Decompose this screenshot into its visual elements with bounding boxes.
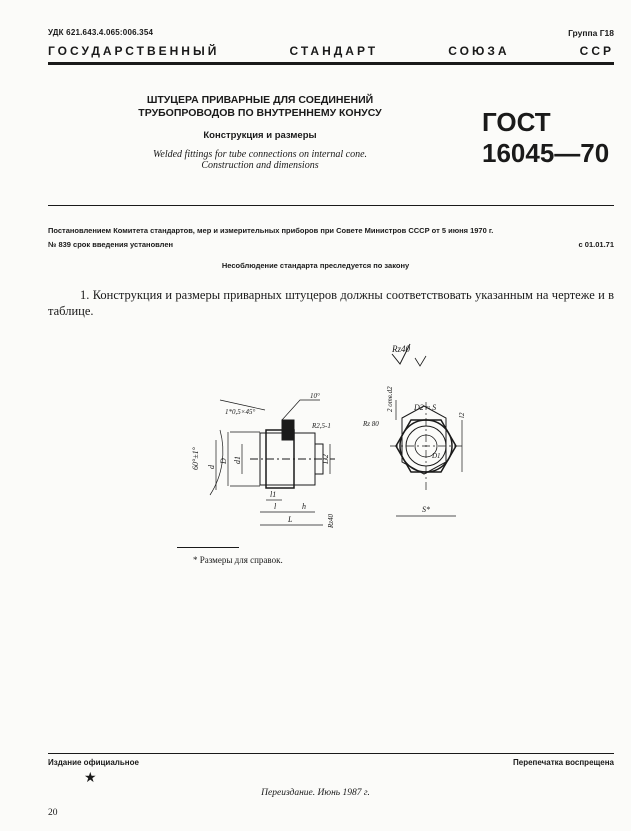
label-L: L bbox=[288, 515, 293, 524]
separator-rule bbox=[48, 205, 614, 206]
weld-prep bbox=[282, 420, 294, 440]
star-icon: ★ bbox=[84, 771, 97, 786]
label-h: h bbox=[302, 502, 306, 511]
rz-side-label: Rz40 bbox=[327, 514, 335, 528]
radius-label: R2,5-1 bbox=[312, 422, 331, 430]
header-word-4: ССР bbox=[579, 44, 614, 58]
label-l1: l1 bbox=[270, 490, 277, 499]
title-en-line2: Construction and dimensions bbox=[201, 160, 319, 171]
udk-code: УДК 621.643.4.065:006.354 bbox=[48, 28, 154, 37]
page-number: 20 bbox=[48, 808, 58, 818]
edition-label: Издание официальное bbox=[48, 758, 139, 767]
s-label: S* bbox=[422, 505, 430, 514]
header-word-1: ГОСУДАРСТВЕННЫЙ bbox=[48, 44, 220, 58]
group-code: Группа Г18 bbox=[568, 28, 614, 38]
title-ru bbox=[100, 94, 420, 120]
title-en bbox=[100, 149, 420, 171]
d1-label: D1 bbox=[432, 452, 441, 460]
effective-date: с 01.01.71 bbox=[578, 240, 614, 249]
reprint-notice: Перепечатка воспрещена bbox=[513, 758, 614, 767]
rz-small-label: Rz 80 bbox=[363, 420, 379, 428]
title-ru-line2: ТРУБОПРОВОДОВ ПО ВНУТРЕННЕМУ КОНУСУ bbox=[138, 107, 382, 119]
reissue-note: Переиздание. Июнь 1987 г. bbox=[261, 788, 370, 798]
decree bbox=[48, 224, 614, 252]
leader-top bbox=[282, 400, 320, 420]
gost-label: ГОСТ bbox=[482, 107, 551, 137]
technical-drawing bbox=[170, 340, 490, 540]
subtitle-ru: Конструкция и размеры bbox=[203, 130, 317, 141]
l2-label: l2 bbox=[458, 412, 466, 418]
violation-notice: Несоблюдение стандарта преследуется по закону bbox=[221, 261, 410, 270]
label-d1: d1 bbox=[233, 456, 242, 464]
chamfer-label: 1*0,5×45° bbox=[225, 408, 256, 416]
roughness-main: Rz40 bbox=[392, 344, 410, 354]
footnote: * Размеры для справок. bbox=[193, 555, 283, 565]
label-D2: D2 bbox=[321, 454, 330, 464]
dim-top-label: 2 отв.d2 bbox=[386, 386, 394, 412]
angle-top-label: 10° bbox=[310, 392, 320, 400]
hexagon-outline bbox=[402, 406, 446, 474]
label-d: d bbox=[207, 465, 216, 469]
header-word-2: СТАНДАРТ bbox=[289, 44, 379, 58]
footnote-rule bbox=[177, 547, 239, 548]
roughness-symbol-small bbox=[415, 356, 426, 366]
decree-line2: № 839 срок введения установлен bbox=[48, 240, 174, 249]
title-block bbox=[100, 94, 420, 171]
title-ru-line1: ШТУЦЕРА ПРИВАРНЫЕ ДЛЯ СОЕДИНЕНИЙ bbox=[146, 94, 374, 106]
header-rule bbox=[48, 62, 614, 65]
label-l: l bbox=[274, 502, 277, 511]
gost-number: 16045—70 bbox=[482, 138, 610, 168]
paragraph-1: 1. Конструкция и размеры приварных штуцеров должны соответствовать указанным на чертеже и в таблице. bbox=[48, 288, 614, 318]
gost-designation bbox=[482, 107, 609, 169]
title-en-line1: Welded fittings for tube connections on internal cone. bbox=[152, 149, 368, 160]
footer-rule bbox=[48, 753, 614, 754]
label-D: D bbox=[219, 458, 228, 464]
standard-header bbox=[48, 44, 614, 58]
header-word-3: СОЮЗА bbox=[448, 44, 510, 58]
angle-side-label: 60°±1° bbox=[191, 447, 200, 470]
across-flats-label: D2 ≈ S bbox=[414, 403, 437, 412]
decree-line1: Постановлением Комитета стандартов, мер и измерительных приборов при Совете Министров СССР от 5 июня 1970 г. bbox=[48, 226, 494, 235]
